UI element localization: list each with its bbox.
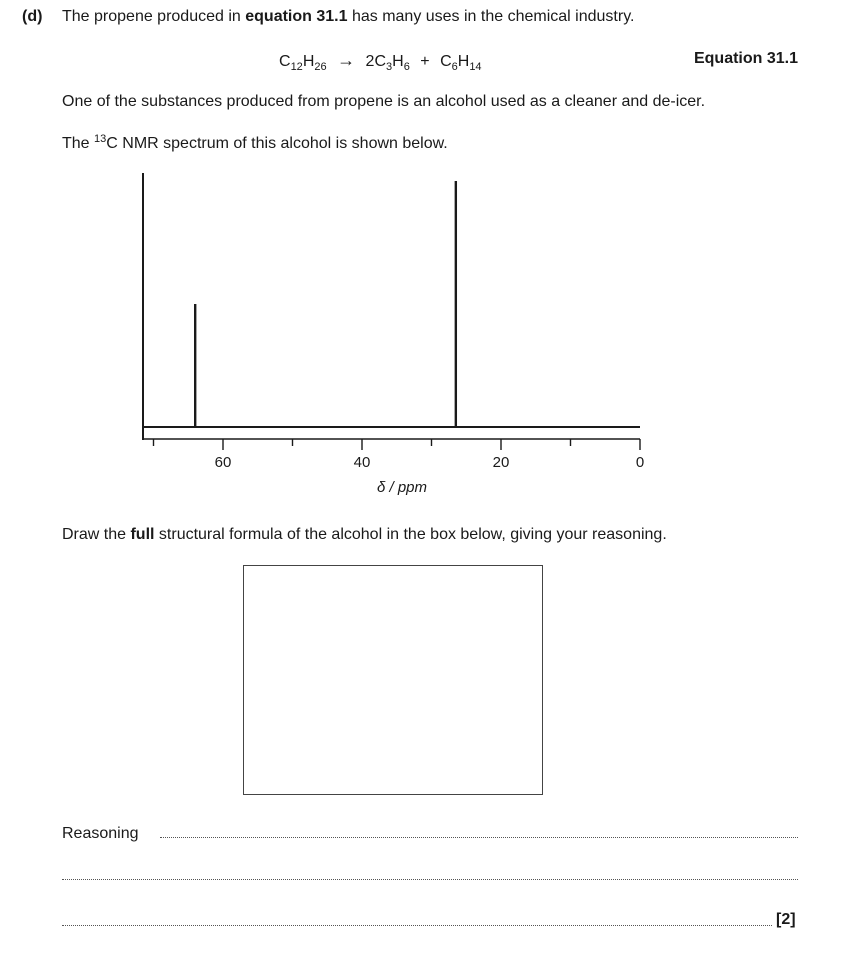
reasoning-answer-line-2[interactable]: [62, 879, 798, 880]
tick-label: 20: [492, 454, 510, 471]
equation-label: Equation 31.1: [693, 50, 798, 67]
spectrum-frame: [143, 173, 640, 440]
tick-label: 0: [635, 454, 645, 471]
reactant-formula: $C_{12}H_{26}$: [279, 53, 327, 73]
tick-label: 60: [214, 454, 232, 471]
nmr-sentence: The $^{13}$C NMR spectrum of this alcohol is shown below.: [62, 133, 448, 152]
reasoning-label: Reasoning: [62, 825, 139, 842]
reasoning-answer-line-3[interactable]: [62, 925, 772, 926]
draw-bold-word: full: [130, 526, 155, 543]
product-hexane: $C_6H_{14}$: [440, 53, 482, 73]
substance-sentence: One of the substances produced from propene is an alcohol used as a cleaner and de-icer.: [62, 93, 706, 110]
marks-label: [2]: [776, 911, 796, 928]
tick-label: 40: [353, 454, 371, 471]
intro-text-start: The propene produced in: [62, 8, 246, 25]
peaks-group: [195, 181, 456, 427]
structure-answer-box[interactable]: [243, 565, 543, 795]
isotope-superscript: 13: [94, 133, 107, 145]
product-propene: $2C_3H_6$: [365, 53, 410, 73]
part-label: (d): [22, 8, 43, 25]
x-axis-label: δ / ppm: [376, 479, 428, 496]
intro-equation-ref: equation 31.1: [245, 8, 348, 25]
intro-text-end: has many uses in the chemical industry.: [347, 8, 635, 25]
reaction-arrow: →: [337, 50, 356, 70]
reasoning-answer-line-1[interactable]: [160, 837, 798, 838]
plus-sign: +: [420, 53, 430, 70]
draw-instruction: Draw the full structural formula of the alcohol in the box below, giving your reasoning.: [62, 526, 667, 543]
ticks-group: [154, 439, 645, 471]
